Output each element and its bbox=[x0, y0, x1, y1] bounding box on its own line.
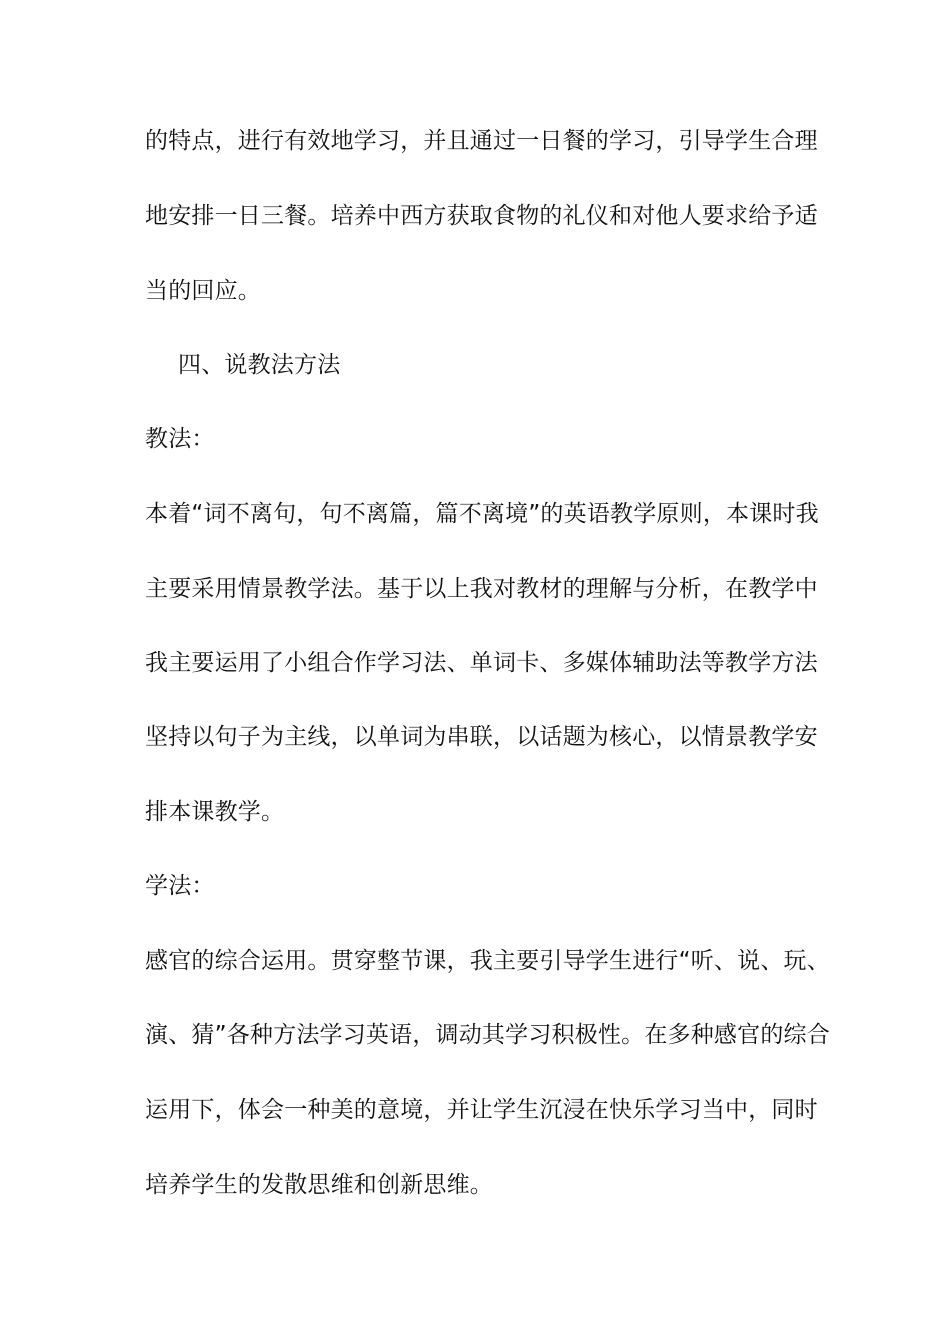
paragraph-line-10: 演、猜”各种方法学习英语，调动其学习积极性。在多种感官的综合 bbox=[145, 1022, 830, 1048]
subheading-learning-method: 学法： bbox=[145, 873, 215, 899]
section-heading: 四、说教法方法 bbox=[178, 352, 341, 378]
paragraph-line-8: 排本课教学。 bbox=[145, 799, 285, 825]
paragraph-line-5: 主要采用情景教学法。基于以上我对教材的理解与分析，在教学中 bbox=[145, 576, 818, 602]
paragraph-line-12: 培养学生的发散思维和创新思维。 bbox=[145, 1172, 493, 1198]
paragraph-line-6: 我主要运用了小组合作学习法、单词卡、多媒体辅助法等教学方法 bbox=[145, 650, 818, 676]
paragraph-line-2: 地安排一日三餐。培养中西方获取食物的礼仪和对他人要求给予适 bbox=[145, 203, 818, 229]
paragraph-line-1: 的特点，进行有效地学习，并且通过一日餐的学习，引导学生合理 bbox=[145, 128, 818, 154]
paragraph-line-4: 本着“词不离句，句不离篇，篇不离境”的英语教学原则，本课时我 bbox=[145, 501, 819, 527]
paragraph-line-11: 运用下，体会一种美的意境，并让学生沉浸在快乐学习当中，同时 bbox=[145, 1097, 818, 1123]
subheading-teaching-method: 教法： bbox=[145, 426, 215, 452]
paragraph-line-9: 感官的综合运用。贯穿整节课，我主要引导学生进行“听、说、玩、 bbox=[145, 948, 830, 974]
paragraph-line-7: 坚持以句子为主线，以单词为串联，以话题为核心，以情景教学安 bbox=[145, 724, 818, 750]
paragraph-line-3: 当的回应。 bbox=[145, 278, 261, 304]
